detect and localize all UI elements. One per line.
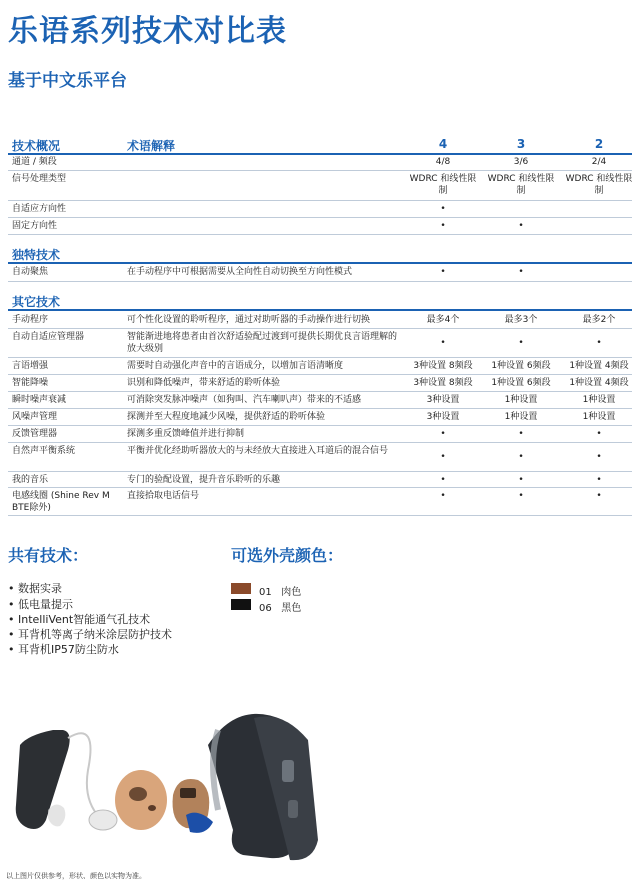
value-model-4: • [440,452,446,462]
row-description: 可个性化设置的聆听程序，通过对助听器的手动操作进行切换 [127,315,371,325]
value-model-2: • [596,491,602,501]
row-description: 识别和降低噪声，带来舒适的聆听体验 [127,378,281,388]
value-model-2: • [596,338,602,348]
value-model-2: 1种设置 4频段 [569,361,629,371]
row-divider [8,328,632,329]
value-model-2: 1种设置 [582,395,616,405]
row-divider [8,357,632,358]
value-model-3: 1种设置 [504,412,538,422]
value-model-4: • [440,429,446,439]
row-description: 在手动程序中可根据需要从全向性自动切换至方向性模式 [127,267,353,277]
row-description: 可消除突发脉冲噪声（如狗叫、汽车喇叭声）带来的不适感 [127,395,362,405]
value-model-3: WDRC 和线性限制 [487,174,555,196]
row-description: 探测多重反馈峰值并进行抑制 [127,429,245,439]
value-model-2: • [596,452,602,462]
row-name: 电感线圈 (Shine Rev M BTE除外) [12,491,110,513]
value-model-4: 3种设置 8频段 [413,361,473,371]
row-name: 风噪声管理 [12,412,58,422]
row-description: 平衡并优化经助听器放大的与未经放大直接进入耳道后的混合信号 [127,446,389,456]
header-model-4: 4 [438,137,448,151]
value-model-4: • [440,338,446,348]
value-model-4: 4/8 [435,157,451,167]
row-description: 需要时自动强化声音中的言语成分，以增加言语清晰度 [127,361,344,371]
value-model-4: 3种设置 [426,412,460,422]
row-name: 通道 / 频段 [12,157,57,167]
section-divider [8,309,632,311]
row-divider [8,374,632,375]
list-item: • 低电量提示 [8,598,73,611]
value-model-4: • [440,491,446,501]
section-unique-tech: 独特技术 [12,248,61,262]
color-option-label: 01 肉色 [259,587,302,598]
row-name: 智能降噪 [12,378,49,388]
row-name: 自动自适应管理器 [12,332,85,342]
value-model-3: 1种设置 6频段 [491,361,551,371]
section-other-tech: 其它技术 [12,295,61,309]
row-description: 智能渐进地将患者由首次舒适验配过渡到可提供长期优良言语理解的放大级别 [127,332,398,354]
value-model-2: 最多2个 [582,315,616,325]
row-divider [8,170,632,171]
row-name: 自适应方向性 [12,204,67,214]
row-divider [8,281,632,282]
value-model-2: 2/4 [591,157,607,167]
row-name: 自动聚焦 [12,267,49,277]
row-name: 自然声平衡系统 [12,446,76,456]
value-model-3: • [518,429,524,439]
value-model-4: • [440,267,446,277]
color-options-title: 可选外壳颜色： [231,546,344,565]
footnote: 以上图片仅供参考，形状、颜色以实物为准。 [6,872,146,880]
value-model-2: 1种设置 4频段 [569,378,629,388]
row-divider [8,391,632,392]
table-header-divider [8,153,632,155]
row-name: 信号处理类型 [12,174,67,184]
row-description: 直接拾取电话信号 [127,491,200,501]
row-name: 手动程序 [12,315,49,325]
value-model-4: 3种设置 8频段 [413,378,473,388]
row-divider [8,471,632,472]
header-model-2: 2 [594,137,604,151]
row-divider [8,200,632,201]
value-model-3: 3/6 [513,157,529,167]
row-divider [8,487,632,488]
list-item: • IntelliVent智能通气孔技术 [8,613,151,626]
row-description: 专门的验配设置，提升音乐聆听的乐趣 [127,475,281,485]
value-model-3: 最多3个 [504,315,538,325]
row-divider [8,234,632,235]
row-name: 反馈管理器 [12,429,58,439]
hearing-aids-photo [8,690,628,870]
header-tech-overview: 技术概况 [12,139,61,153]
value-model-2: 1种设置 [582,412,616,422]
row-divider [8,217,632,218]
list-item: • 数据实录 [8,582,62,595]
section-divider [8,262,632,264]
row-divider [8,408,632,409]
row-divider [8,515,632,516]
row-name: 言语增强 [12,361,49,371]
color-swatch-beige [231,583,251,594]
row-name: 瞬时噪声衰减 [12,395,67,405]
color-option-label: 06 黑色 [259,603,302,614]
value-model-3: 1种设置 [504,395,538,405]
value-model-3: • [518,221,524,231]
list-item: • 耳背机等离子纳米涂层防护技术 [8,628,172,641]
value-model-4: • [440,475,446,485]
value-model-2: • [596,475,602,485]
list-item: • 耳背机IP57防尘防水 [8,643,119,656]
value-model-2: • [596,429,602,439]
value-model-3: • [518,338,524,348]
value-model-2: WDRC 和线性限制 [565,174,633,196]
value-model-3: • [518,452,524,462]
row-description: 探测并至大程度地减少风噪，提供舒适的聆听体验 [127,412,326,422]
value-model-3: • [518,491,524,501]
value-model-4: 3种设置 [426,395,460,405]
value-model-3: • [518,475,524,485]
common-tech-title: 共有技术： [8,546,89,565]
value-model-4: • [440,221,446,231]
page-title: 乐语系列技术对比表 [8,14,287,49]
value-model-4: WDRC 和线性限制 [409,174,477,196]
row-name: 固定方向性 [12,221,58,231]
value-model-3: • [518,267,524,277]
value-model-4: 最多4个 [426,315,460,325]
header-model-3: 3 [516,137,526,151]
row-divider [8,442,632,443]
row-name: 我的音乐 [12,475,49,485]
value-model-4: • [440,204,446,214]
header-term-explanation: 术语解释 [127,139,176,153]
value-model-3: 1种设置 6频段 [491,378,551,388]
page-subtitle: 基于中文乐平台 [8,71,127,91]
color-swatch-black [231,599,251,610]
row-divider [8,425,632,426]
